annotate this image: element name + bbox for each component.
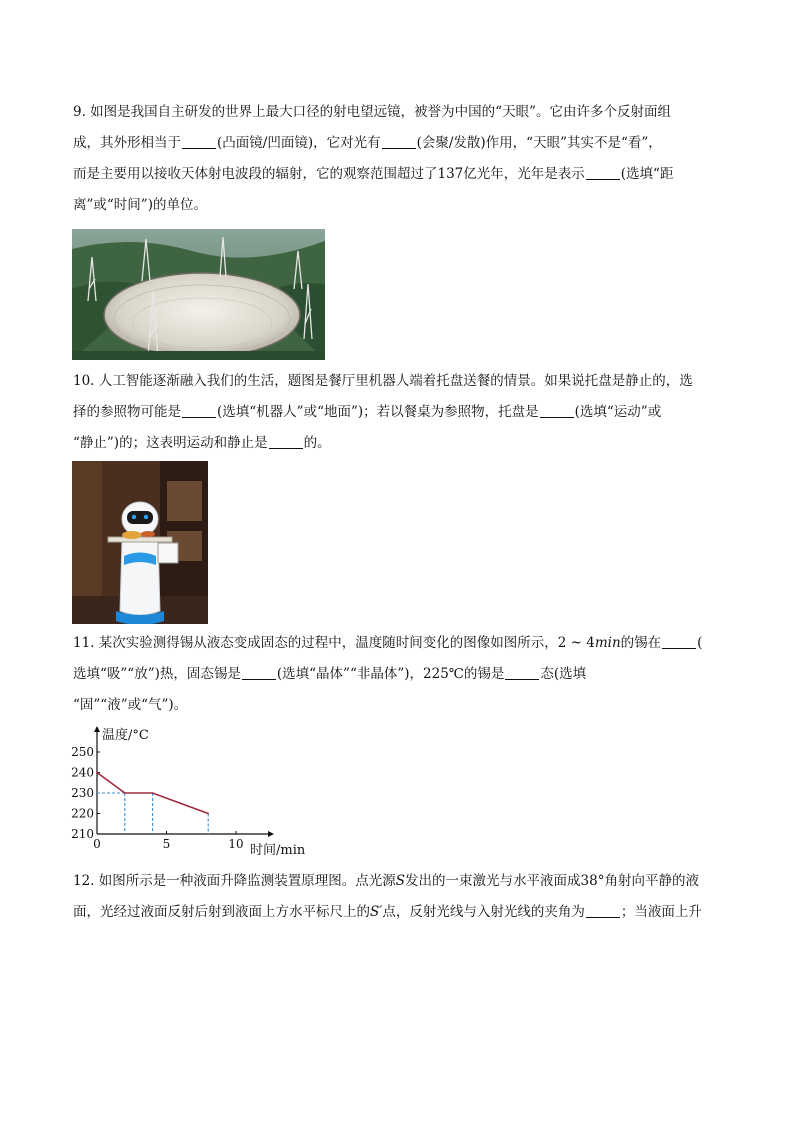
y-tick-label: 220 xyxy=(71,806,94,821)
q9-line-2 xyxy=(73,128,721,159)
y-axis-label: 温度/°C xyxy=(102,728,149,743)
q9-line-4: 离”或“时间”)的单位。 xyxy=(73,197,207,213)
q12-line-1 xyxy=(73,866,721,897)
robot-photo xyxy=(72,461,208,624)
q9-line-3 xyxy=(73,159,721,190)
q10-text: (选填“机器人”或“地面”)；若以餐桌为参照物，托盘是 xyxy=(217,404,539,420)
answer-blank[interactable] xyxy=(540,403,574,418)
answer-blank[interactable] xyxy=(586,903,620,918)
x-tick-label: 0 xyxy=(93,837,101,851)
q12-text: ；当液面上升 xyxy=(620,904,702,920)
q12-text: 点，反射光线与入射光线的夹角为 xyxy=(382,904,585,920)
q10-text: (选填“运动”或 xyxy=(574,404,662,420)
q9-text: 成，其外形相当于 xyxy=(73,135,181,151)
y-tick-label: 210 xyxy=(71,827,94,841)
q11-line-3: “固”“液”或“气”)。 xyxy=(73,697,188,713)
q11-text: 选填“吸”“放”)热，固态锡是 xyxy=(73,666,241,682)
answer-blank[interactable] xyxy=(182,134,216,149)
q12-line-2 xyxy=(73,897,721,928)
q9-text: (凸面镜/凹面镜)，它对光有 xyxy=(217,135,381,151)
question-9 xyxy=(73,97,721,221)
x-tick-label: 10 xyxy=(228,837,244,851)
q12-text: 面，光经过液面反射后射到液面上方水平标尺上的 xyxy=(73,904,370,920)
q10-line-3 xyxy=(73,428,721,459)
x-axis-arrow xyxy=(268,831,274,837)
robot-illustration xyxy=(72,461,208,624)
q12-text: 发出的一束激光与水平液面成38°角射向平静的液 xyxy=(405,873,699,889)
x-tick-label: 5 xyxy=(162,837,171,851)
question-10 xyxy=(73,366,721,459)
q10-line-1: 10. 人工智能逐渐融入我们的生活，题图是餐厅里机器人端着托盘送餐的情景。如果说托盘是静止的，选 xyxy=(73,373,693,389)
q10-text: “静止”)的；这表明运动和静止是 xyxy=(73,435,268,451)
telescope-photo xyxy=(72,229,325,360)
question-11 xyxy=(73,628,721,721)
data-point xyxy=(152,792,154,794)
symbol-s-prime: S′ xyxy=(370,904,383,920)
y-tick-label: 250 xyxy=(71,745,94,759)
q11-text: 的锡在 xyxy=(620,635,662,651)
answer-blank[interactable] xyxy=(269,434,303,449)
q11-text: ( xyxy=(697,635,703,651)
x-axis-label: 时间/min xyxy=(250,843,306,858)
q10-line-2 xyxy=(73,397,721,428)
q10-text: 的。 xyxy=(303,435,331,451)
q11-text: 态(选填 xyxy=(540,666,587,682)
answer-blank[interactable] xyxy=(382,134,416,149)
q9-line-1: 9. 如图是我国自主研发的世界上最大口径的射电望远镜，被誉为中国的“天眼”。它由许多个反射面组 xyxy=(73,104,671,120)
q11-text: 11. 某次实验测得锡从液态变成固态的过程中，温度随时间变化的图像如图所示，2 ~ 4 xyxy=(73,635,595,651)
q12-text: 12. 如图所示是一种液面升降监测装置原理图。点光源 xyxy=(73,873,396,889)
q11-line-1 xyxy=(73,628,721,659)
q9-text: (选填“距 xyxy=(620,166,674,182)
unit-min: min xyxy=(594,635,621,651)
q9-text: (会聚/发散)作用，“天眼”其实不是“看”， xyxy=(416,135,662,151)
y-tick-label: 230 xyxy=(71,786,94,800)
data-point xyxy=(124,792,126,794)
answer-blank[interactable] xyxy=(586,165,620,180)
q10-text: 择的参照物可能是 xyxy=(73,404,181,420)
y-tick-label: 240 xyxy=(71,765,94,780)
temperature-time-chart xyxy=(60,724,320,859)
question-12 xyxy=(73,866,721,928)
q11-text: (选填“晶体”“非晶体”)，225℃的锡是 xyxy=(276,666,505,682)
y-axis-arrow xyxy=(94,726,100,732)
answer-blank[interactable] xyxy=(182,403,216,418)
data-point xyxy=(96,772,98,774)
symbol-s: S xyxy=(395,873,406,889)
answer-blank[interactable] xyxy=(242,665,276,680)
answer-blank[interactable] xyxy=(505,665,539,680)
telescope-illustration xyxy=(72,229,325,360)
answer-blank[interactable] xyxy=(662,634,696,649)
q11-line-2 xyxy=(73,659,721,690)
data-point xyxy=(207,813,209,815)
q9-text: 而是主要用以接收天体射电波段的辐射，它的观察范围超过了137亿光年，光年是表示 xyxy=(73,166,585,182)
